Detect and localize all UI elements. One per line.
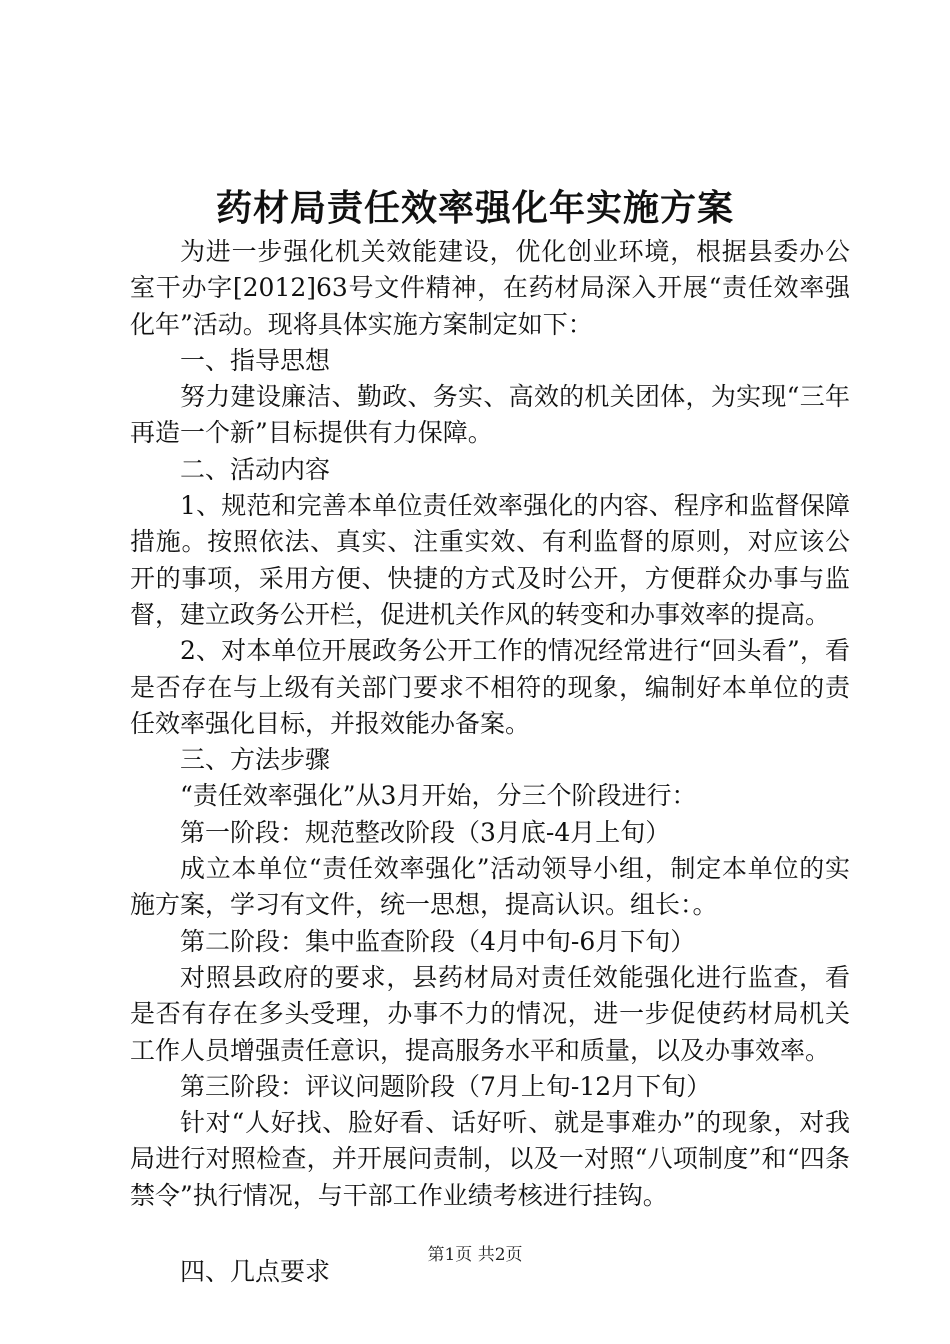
intro-paragraph: 为进一步强化机关效能建设，优化创业环境，根据县委办公室干办字[2012]63号文件精神，在药材局深入开展“责任效率强化年”活动。现将具体实施方案制定如下： <box>130 237 850 339</box>
guiding-ideology-paragraph: 努力建设廉洁、勤政、务实、高效的机关团体，为实现“三年再造一个新”目标提供有力保障。 <box>130 382 850 448</box>
stage-1-paragraph: 成立本单位“责任效率强化”活动领导小组，制定本单位的实施方案，学习有文件，统一思想，提高认识。组长：。 <box>130 854 850 920</box>
stage-2-paragraph: 对照县政府的要求，县药材局对责任效能强化进行监查，看是否有存在多头受理，办事不力的情况，进一步促使药材局机关工作人员增强责任意识，提高服务水平和质量，以及办事效率。 <box>130 962 850 1065</box>
stage-2-heading: 第二阶段：集中监查阶段（4月中旬-6月下旬） <box>180 926 696 956</box>
activity-item-1: 1、规范和完善本单位责任效率强化的内容、程序和监督保障措施。按照依法、真实、注重实效、有利监督的原则，对应该公开的事项，采用方便、快捷的方式及时公开，方便群众办事与监督，建立政务公开栏，促进机关作风的转变和办事效率的提高。 <box>130 491 850 629</box>
activity-item-2: 2、对本单位开展政务公开工作的情况经常进行“回头看”，看是否存在与上级有关部门要求不相符的现象，编制好本单位的责任效率强化目标，并报效能办备案。 <box>130 636 850 738</box>
method-intro: “责任效率强化”从3月开始，分三个阶段进行： <box>180 781 697 811</box>
stage-1-heading: 第一阶段：规范整改阶段（3月底-4月上旬） <box>180 817 671 847</box>
section-heading-activity-content: 二、活动内容 <box>180 454 331 484</box>
section-heading-method-steps: 三、方法步骤 <box>180 745 331 775</box>
document-title: 药材局责任效率强化年实施方案 <box>215 187 734 229</box>
stage-3-paragraph: 针对“人好找、脸好看、话好听、就是事难办”的现象，对我局进行对照检查，并开展问责制，以及一对照“八项制度”和“四条禁令”执行情况，与干部工作业绩考核进行挂钩。 <box>130 1108 850 1210</box>
document-body <box>130 234 850 1290</box>
page-number-footer: 第1页 共2页 <box>427 1245 523 1265</box>
stage-3-heading: 第三阶段：评议问题阶段（7月上旬-12月下旬） <box>180 1071 712 1101</box>
section-heading-guiding-ideology: 一、指导思想 <box>180 345 331 375</box>
section-heading-requirements: 四、几点要求 <box>180 1257 331 1287</box>
